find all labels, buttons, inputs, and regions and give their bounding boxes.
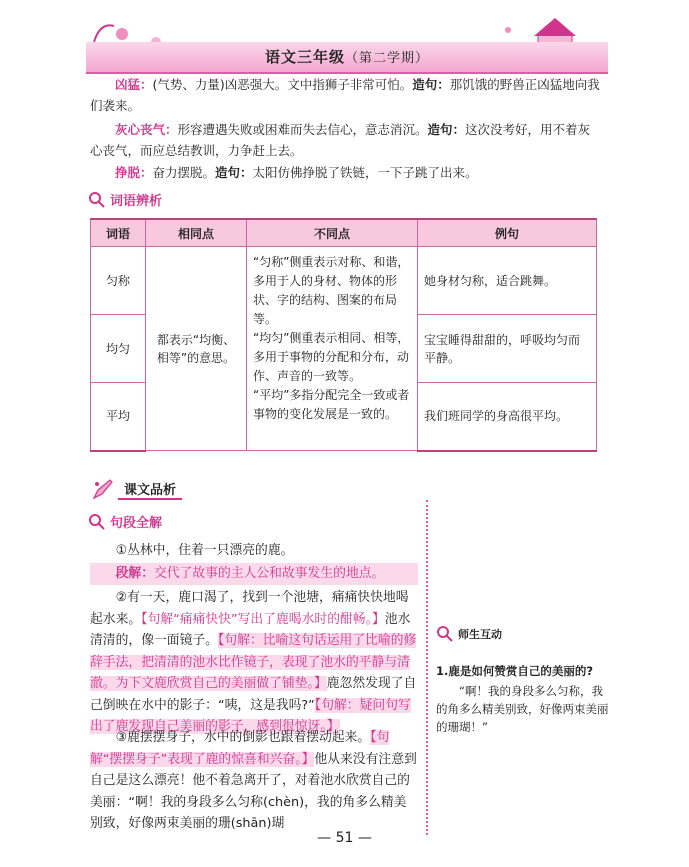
heading-text: 句段全解 [110,516,163,531]
term: 灰心丧气： [115,122,178,137]
example-label: 造句： [215,165,253,180]
column-header: 词语 [91,219,146,247]
sentence-analysis-heading [88,512,162,531]
magnifier-icon [436,625,454,643]
paragraph-3 [90,727,418,835]
common-cell: 都表示“均衡、相等”的意思。 [146,247,247,451]
diff-cell [247,247,418,451]
word-analysis-heading [88,190,162,209]
column-divider [426,500,428,835]
pencil-icon [92,478,114,500]
term: 挣脱： [115,165,153,180]
definition-3 [90,162,600,183]
paragraph-text: ①丛林中，住着一只漂亮的鹿。 [115,543,294,558]
word-cell: 匀称 [91,247,146,315]
paragraph-1 [90,540,418,562]
word-cell: 平均 [91,383,146,451]
sentence-note: 【句解：疑问句写出了鹿发现自己美丽的影子，感到很惊讶。】 [90,697,411,734]
paragraph-text: ②有一天，鹿口渴了，找到一个池塘，痛痛快快地喝起水来。 [90,590,409,627]
column-header: 不同点 [247,219,418,247]
paragraph-text: 鹿忽然发现了自己倒映在水中的影子：“咦，这是我吗?” [90,676,417,713]
definition-2 [90,119,600,161]
note-text: 交代了故事的主人公和故事发生的地点。 [153,566,385,581]
magnifier-icon [88,191,106,209]
interaction-answer: “啊！我的身段多么匀称，我的角多么精美别致，好像两束美丽的珊瑚！” [436,684,609,734]
teacher-student-heading [436,625,502,643]
note-label: 段解： [115,566,154,581]
page-title [86,46,608,67]
term-meaning: 奋力摆脱。 [152,165,216,180]
example-cell: 宝宝睡得甜甜的，呼吸均匀而平静。 [418,315,597,383]
diff-text: “均匀”侧重表示相同、相等，多用于事物的分配和分布，动作、声音的一致等。 [253,331,410,383]
diff-text: “匀称”侧重表示对称、和谐，多用于人的身材、物体的形状、字的结构、图案的布局等。 [253,255,410,326]
term-meaning: 形容遭遇失败或困难而失去信心，意志消沉。 [177,122,428,137]
paragraph-1-note [90,563,418,585]
column-header: 例句 [418,219,597,247]
paragraph-2 [90,587,418,738]
subtitle-text: （第二学期） [345,51,430,66]
heading-text: 词语辨析 [110,194,163,209]
sentence-note: 【句解：比喻这句话运用了比喻的修辞手法，把清清的池水比作镜子，表现了池水的平静与清澈。为下文鹿欣赏自己的美丽做了铺垫。】 [90,633,417,691]
lesson-banner [92,478,182,500]
term: 凶猛： [115,77,153,92]
definition-1 [90,74,600,116]
table-row [91,247,597,315]
example-label: 造句： [412,77,450,92]
example-sentence: 这次没考好，用不着灰心丧气，而应总结教训，力争赶上去。 [90,122,591,158]
example-sentence: 太阳仿佛挣脱了铁链，一下子跳了出来。 [252,165,478,180]
paragraph-text: 池水清清的，像一面镜子。 [90,611,411,648]
page-number: — 51 — [317,830,372,846]
paragraph-text: 他从来没有注意到自己是这么漂亮！他不着急离开了，对着池水欣赏自己的美丽：“啊！我的身段多么匀称(chèn)，我的角多么精美别致，好像两束美丽的珊(shān)瑚 [90,751,417,831]
word-cell: 均匀 [91,315,146,383]
interaction-question: 1.鹿是如何赞赏自己的美丽的? [436,664,594,678]
column-header: 相同点 [146,219,247,247]
title-text: 语文三年级 [264,48,345,66]
example-cell: 她身材匀称，适合跳舞。 [418,247,597,315]
page-header [86,12,608,74]
heading-text: 师生互动 [458,628,502,641]
table-header-row [91,219,597,247]
sentence-note: 【句解“摆摆身子”表现了鹿的惊喜和兴奋。】 [90,730,390,767]
word-comparison-table [90,218,597,452]
paragraph-text: ③鹿摆摆身子，水中的倒影也跟着摆动起来。 [115,730,371,745]
banner-text: 课文品析 [118,479,182,500]
magnifier-icon [88,513,106,531]
example-cell: 我们班同学的身高很平均。 [418,383,597,451]
example-label: 造句： [427,122,466,137]
sentence-note: 【句解“痛痛快快”写出了鹿喝水时的酣畅。】 [141,611,385,627]
example-sentence: 那饥饿的野兽正凶猛地向我们袭来。 [90,77,600,113]
diff-text: “平均”多指分配完全一致或者事物的变化发展是一致的。 [253,388,410,421]
term-meaning: (气势、力量)凶恶强大。文中指狮子非常可怕。 [152,77,413,92]
